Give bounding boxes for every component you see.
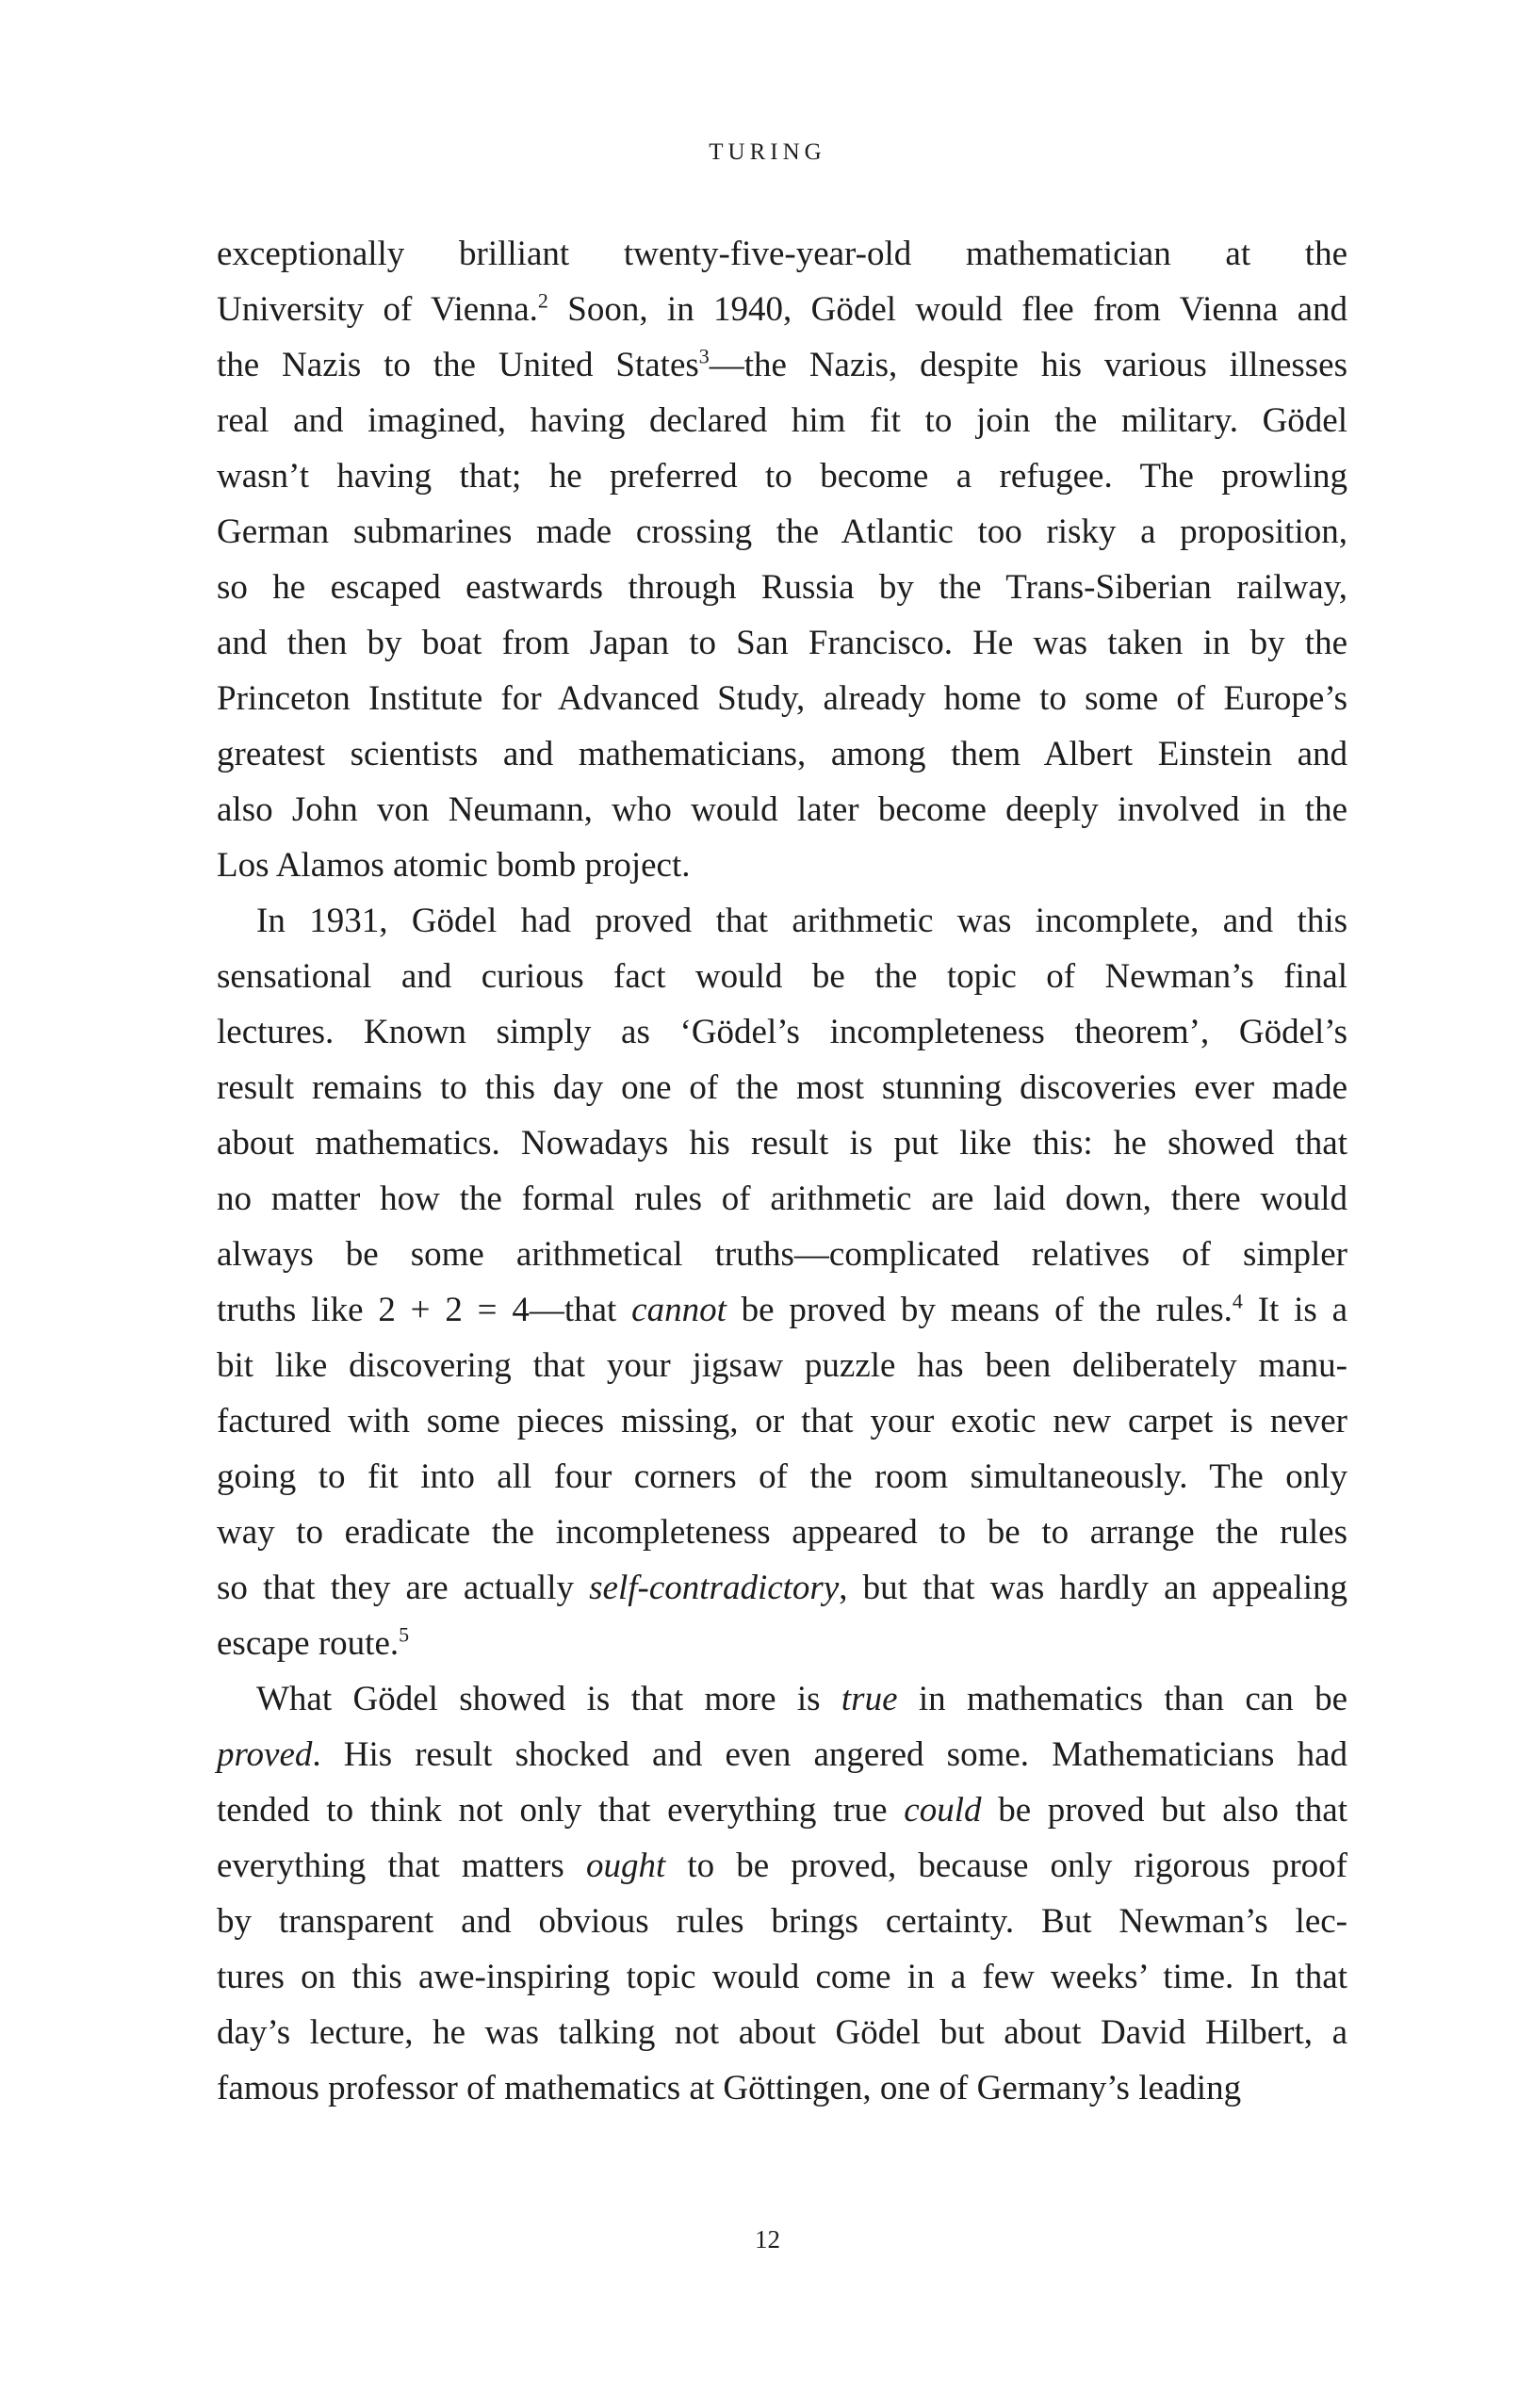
- body-text: [217, 226, 1347, 2116]
- text-line: everything that matters ought to be proved, because only rigorous proof: [217, 1847, 1347, 1885]
- text-line: the Nazis to the United States$^3$—the Nazis, despite his various illnesses: [217, 344, 1347, 384]
- italic-text: true: [841, 1680, 898, 1718]
- text-line: about mathematics. Nowadays his result is put like this: he showed that: [217, 1124, 1347, 1163]
- text-line: going to fit into all four corners of the room simultaneously. The only: [217, 1457, 1347, 1496]
- text-line: Princeton Institute for Advanced Study, already home to some of Europe’s: [217, 679, 1347, 718]
- paragraph: [217, 1671, 1347, 2116]
- paragraph: [217, 226, 1347, 893]
- text-line: always be some arithmetical truths—complicated relatives of simpler: [217, 1235, 1347, 1274]
- text-line: tures on this awe-inspiring topic would come in a few weeks’ time. In that: [217, 1958, 1347, 1996]
- italic-text: ought: [585, 1847, 666, 1885]
- text-line: proved. His result shocked and even angered some. Mathematicians had: [217, 1735, 1347, 1774]
- paragraph: [217, 893, 1347, 1671]
- text-line: so that they are actually self-contradictory, but that was hardly an appealing: [217, 1569, 1348, 1607]
- italic-text: cannot: [631, 1291, 727, 1329]
- text-line: famous professor of mathematics at Göttingen, one of Germany’s leading: [217, 2069, 1242, 2107]
- footnote-marker: 3: [698, 344, 710, 368]
- page-number: 12: [755, 2225, 780, 2253]
- text-line: What Gödel showed is that more is true in mathematics than can be: [256, 1680, 1347, 1718]
- text-line: sensational and curious fact would be the topic of Newman’s final: [217, 957, 1347, 996]
- text-line: truths like 2 + 2 = 4—that cannot be proved by means of the rules.$^4$ It is a: [217, 1289, 1348, 1329]
- text-line: by transparent and obvious rules brings certainty. But Newman’s lec-: [217, 1902, 1347, 1941]
- text-line: no matter how the formal rules of arithmetic are laid down, there would: [217, 1180, 1347, 1218]
- italic-text: self-contradictory: [589, 1569, 840, 1607]
- text-line: escape route.$^5$: [217, 1622, 410, 1663]
- text-line: University of Vienna.$^2$ Soon, in 1940, Gödel would flee from Vienna and: [217, 288, 1348, 329]
- text-line: Los Alamos atomic bomb project.: [217, 846, 691, 885]
- text-line: lectures. Known simply as ‘Gödel’s incompleteness theorem’, Gödel’s: [217, 1013, 1347, 1051]
- text-line: factured with some pieces missing, or that your exotic new carpet is never: [217, 1402, 1347, 1440]
- text-line: day’s lecture, he was talking not about Gödel but about David Hilbert, a: [217, 2013, 1347, 2052]
- running-head: TURING: [709, 139, 826, 165]
- text-line: In 1931, Gödel had proved that arithmetic was incomplete, and this: [256, 902, 1347, 940]
- text-line: tended to think not only that everything true could be proved but also that: [217, 1791, 1347, 1830]
- text-line: exceptionally brilliant twenty-five-year-old mathematician at the: [217, 235, 1347, 273]
- text-line: greatest scientists and mathematicians, among them Albert Einstein and: [217, 735, 1347, 773]
- text-line: German submarines made crossing the Atlantic too risky a proposition,: [217, 513, 1347, 551]
- italic-text: proved: [217, 1735, 313, 1774]
- text-line: real and imagined, having declared him fit to join the military. Gödel: [217, 401, 1347, 440]
- text-line: result remains to this day one of the most stunning discoveries ever made: [217, 1068, 1347, 1107]
- text-line: also John von Neumann, who would later become deeply involved in the: [217, 790, 1347, 829]
- footnote-marker: 2: [537, 288, 548, 313]
- text-line: wasn’t having that; he preferred to become a refugee. The prowling: [217, 457, 1347, 496]
- text-line: way to eradicate the incompleteness appeared to be to arrange the rules: [217, 1513, 1347, 1552]
- text-line: so he escaped eastwards through Russia by the Trans-Siberian railway,: [217, 568, 1347, 607]
- text-line: bit like discovering that your jigsaw puzzle has been deliberately manu-: [217, 1346, 1347, 1385]
- text-line: and then by boat from Japan to San Francisco. He was taken in by the: [217, 624, 1347, 662]
- footnote-marker: 5: [399, 1622, 410, 1647]
- italic-text: could: [904, 1791, 982, 1830]
- footnote-marker: 4: [1232, 1289, 1243, 1313]
